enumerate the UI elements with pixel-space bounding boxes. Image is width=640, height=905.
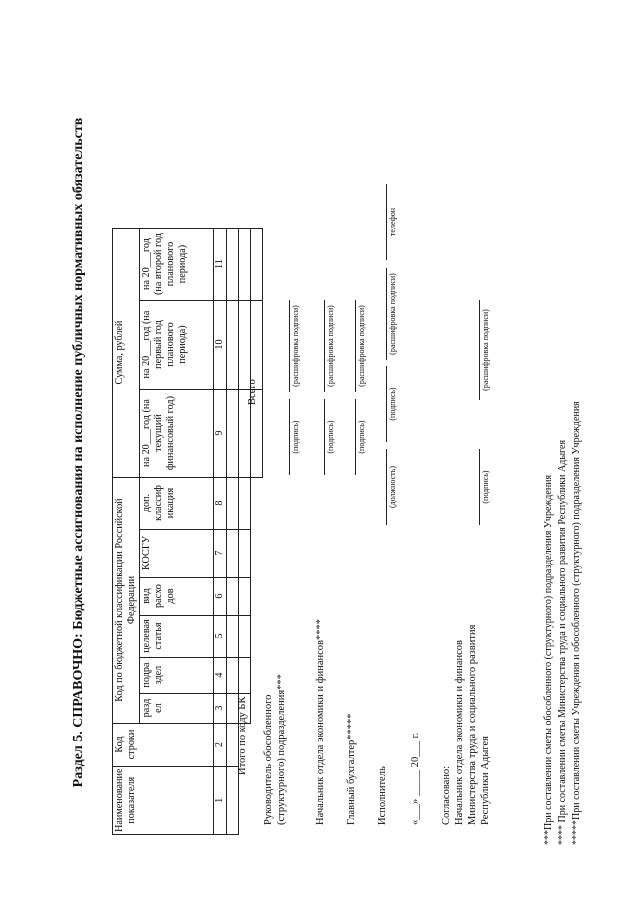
decode-caption: (расшифровка подписи): [326, 305, 335, 387]
empty-cell: [239, 657, 251, 693]
decode-caption: (расшифровка подписи): [481, 309, 490, 391]
phone-caption: телефон: [388, 207, 397, 237]
col-number: 8: [214, 477, 227, 529]
empty-cell: [239, 228, 251, 300]
total-all-row: [251, 228, 263, 834]
col-number: 4: [214, 657, 227, 693]
executor-phone-line: [386, 184, 387, 260]
empty-cell: [227, 477, 239, 529]
empty-cell: [227, 615, 239, 657]
col-number: 6: [214, 577, 227, 615]
accountant-signature-line: [355, 399, 356, 475]
header-code: Код строки: [113, 723, 214, 766]
header-dop: доп. классиф икация: [140, 477, 214, 529]
empty-cell: [227, 766, 239, 834]
position-caption: (должность): [388, 466, 397, 508]
head-signatory-label: Руководитель обособленного (структурного) подразделения***: [263, 674, 287, 825]
empty-cell: [227, 529, 239, 577]
economics-signatory-label: Начальник отдела экономики и финансов****: [315, 619, 326, 825]
agreed-line-1: Начальник отдела экономики и финансов: [454, 640, 465, 825]
signature-caption: (подпись): [357, 420, 366, 454]
header-vid: вид расхо дов: [140, 577, 214, 615]
agreed-line-3: Республики Адыгея: [480, 736, 491, 825]
empty-cell: [227, 657, 239, 693]
executor-signature-line: [386, 366, 387, 442]
empty-cell: [239, 477, 251, 529]
executor-decode-line: [386, 268, 387, 360]
col-number: 3: [214, 693, 227, 723]
col-number: 1: [214, 766, 227, 834]
footnote-3: ***При составлении сметы обособленного (структурного) подразделения Учреждения: [543, 474, 554, 845]
header-target: целевая статья: [140, 615, 214, 657]
signature-caption: (подпись): [326, 420, 335, 454]
col-number: 5: [214, 615, 227, 657]
total-all-label: Всего: [247, 379, 258, 405]
empty-cell: [239, 577, 251, 615]
decode-caption: (расшифровка подписи): [357, 305, 366, 387]
col-number: 11: [214, 228, 227, 300]
decode-caption: (расшифровка подписи): [291, 305, 300, 387]
footnote-5: *****При составлении сметы Учреждения и обособленного (структурного) подразделения Учреждения: [571, 401, 582, 845]
head-decode-line: [289, 300, 290, 392]
col-number: 9: [214, 389, 227, 477]
signature-caption: (подпись): [481, 470, 490, 504]
header-sum-group: Сумма, рублей: [113, 228, 140, 477]
column-numbers-row: [214, 228, 227, 834]
decode-caption: (расшифровка подписи): [388, 273, 397, 355]
section-title: Раздел 5. СПРАВОЧНО: Бюджетные ассигнования на исполнение публичных нормативных обязательств: [71, 117, 86, 788]
empty-cell: [251, 228, 263, 300]
signature-caption: (подпись): [291, 420, 300, 454]
header-year1: на 20___год (на текущий финансовый год): [140, 389, 214, 477]
empty-cell: [239, 615, 251, 657]
economics-signature-line: [324, 399, 325, 475]
agreed-label: Согласовано:: [441, 765, 452, 825]
agreed-line-2: Министерства труда и социального развития: [467, 624, 478, 825]
header-kosgu: КОСГУ: [140, 529, 214, 577]
empty-cell: [239, 529, 251, 577]
executor-position-line: [386, 449, 387, 525]
header-razdel: разд ел: [140, 693, 214, 723]
header-year2: на 20___год (на первый год планового периода): [140, 300, 214, 389]
header-name: Наименование показателя: [113, 766, 214, 834]
accountant-signatory-label: Главный бухгалтер*****: [346, 713, 357, 825]
empty-cell: [227, 228, 239, 300]
agreed-decode-line: [479, 300, 480, 400]
empty-cell: [251, 300, 263, 389]
accountant-decode-line: [355, 300, 356, 392]
economics-decode-line: [324, 300, 325, 392]
signature-caption: (подпись): [388, 387, 397, 421]
empty-cell: [227, 389, 239, 477]
header-row-1: [113, 228, 140, 834]
header-year3: на 20___год (на второй год планового периода): [140, 228, 214, 300]
agreed-signature-line: [479, 449, 480, 525]
date-line: «___» _____ 20___ г.: [410, 732, 421, 825]
col-number: 2: [214, 723, 227, 766]
empty-cell: [227, 577, 239, 615]
empty-cell: [227, 300, 239, 389]
executor-label: Исполнитель: [377, 766, 388, 825]
col-number: 7: [214, 529, 227, 577]
head-signature-line: [289, 399, 290, 475]
header-bk-group: Код по бюджетной классификации Российской Федерации: [113, 477, 140, 723]
footnote-4: **** При составлении сметы Министерства труда и социального развития Республики Адыгея: [557, 439, 568, 845]
col-number: 10: [214, 300, 227, 389]
total-bk-label: Итого по коду БК: [237, 696, 248, 775]
empty-cell: [239, 300, 251, 389]
header-podrazdel: подра здел: [140, 657, 214, 693]
